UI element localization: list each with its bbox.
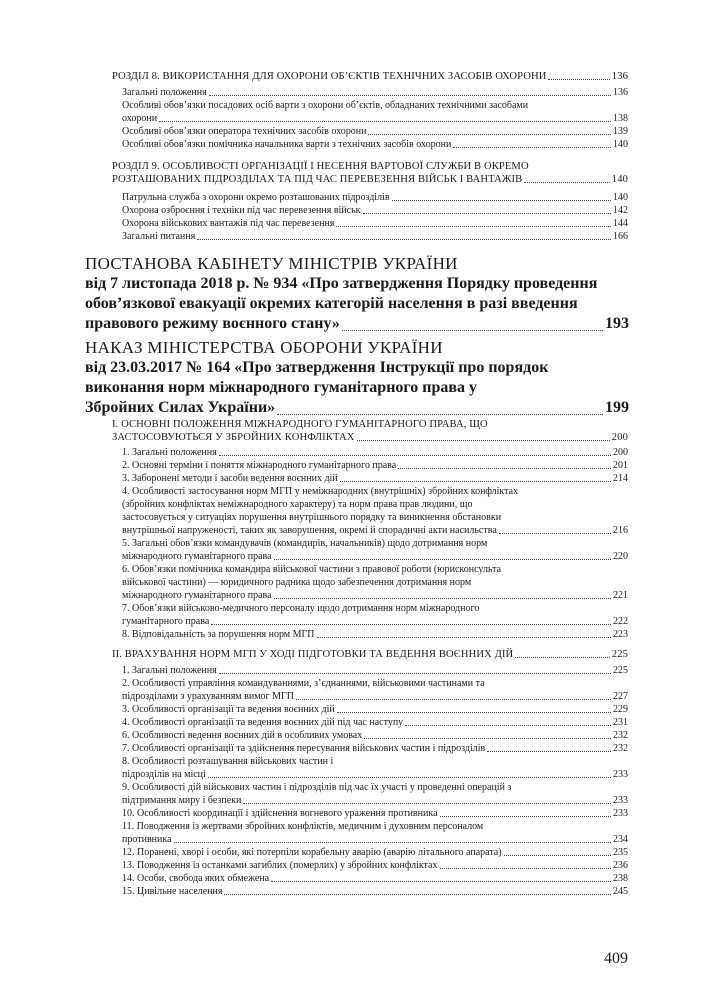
toc-entry-line bbox=[122, 86, 628, 99]
toc-entry-title: РОЗДІЛ 8. ВИКОРИСТАННЯ ДЛЯ ОХОРОНИ ОБ’ЄКТІВ ТЕХНІЧНИХ ЗАСОБІВ ОХОРОНИ bbox=[112, 71, 547, 82]
toc-entry-line bbox=[122, 872, 628, 885]
dot-leader bbox=[340, 472, 611, 482]
toc-entry-title: 1. Загальні положення bbox=[122, 447, 217, 458]
toc-entry-page: 229 bbox=[613, 704, 628, 715]
toc-entry-title: Збройних Силах України» bbox=[85, 399, 276, 416]
dot-leader bbox=[211, 615, 611, 625]
dot-leader bbox=[209, 86, 611, 96]
toc-entry-line bbox=[122, 602, 628, 615]
toc-entry-title: застосовується у ситуаціях порушення внутрішнього порядку та виникнення обстановки bbox=[122, 512, 502, 523]
toc-entry-page: 233 bbox=[613, 808, 628, 819]
toc-entry-line bbox=[85, 314, 629, 334]
toc-entry-page: 231 bbox=[613, 717, 628, 728]
toc-entry-title: від 7 листопада 2018 р. № 934 «Про затвердження Порядку проведення bbox=[85, 275, 598, 292]
toc-entry-line bbox=[122, 794, 628, 807]
toc-entry-line bbox=[122, 690, 628, 703]
toc-entry-title: НАКАЗ МІНІСТЕРСТВА ОБОРОНИ УКРАЇНИ bbox=[85, 338, 443, 357]
toc-entry-title: Патрульна служба з охорони окремо розташованих підрозділів bbox=[122, 192, 390, 203]
toc-entry-title: 15. Цивільне населення bbox=[122, 886, 223, 897]
toc-entry-page: 138 bbox=[613, 113, 628, 124]
toc-entry-title: ІІ. ВРАХУВАННЯ НОРМ МГП У ХОДІ ПІДГОТОВКИ ТА ВЕДЕННЯ ВОЄННИХ ДІЙ bbox=[112, 649, 514, 660]
dot-leader bbox=[515, 648, 610, 658]
dot-leader bbox=[219, 664, 611, 674]
toc-entry-line bbox=[122, 703, 628, 716]
toc-entry-title: 14. Особи, свобода яких обмежена bbox=[122, 873, 270, 884]
toc-entry-line bbox=[122, 742, 628, 755]
dot-leader bbox=[357, 431, 610, 441]
toc-entry-title: 4. Особливості застосування норм МГП у неміжнародних (внутрішніх) збройних конфліктах bbox=[122, 486, 519, 497]
toc-entry-page: 220 bbox=[613, 551, 628, 562]
toc-entry-page: 166 bbox=[613, 231, 628, 242]
dot-leader bbox=[368, 125, 611, 135]
toc-entry-title: ПОСТАНОВА КАБІНЕТУ МІНІСТРІВ УКРАЇНИ bbox=[85, 254, 458, 273]
toc-entry-page: 140 bbox=[613, 192, 628, 203]
toc-entry-page: 136 bbox=[611, 71, 628, 82]
toc-entry-line bbox=[122, 576, 628, 589]
dot-leader bbox=[524, 173, 609, 183]
toc-entry-title: 6. Обов’язки помічника командира військової частини з правової роботи (юрисконсульта bbox=[122, 564, 502, 575]
toc-entry-page: 214 bbox=[613, 473, 628, 484]
dot-leader bbox=[274, 589, 611, 599]
toc-entry-line bbox=[122, 755, 628, 768]
toc-entry-page: 225 bbox=[613, 665, 628, 676]
toc-entry-line bbox=[122, 204, 628, 217]
dot-leader bbox=[453, 138, 611, 148]
dot-leader bbox=[174, 833, 611, 843]
dot-leader bbox=[271, 872, 611, 882]
toc-entry-line bbox=[85, 378, 629, 398]
toc-entry-title: 2. Основні терміни і поняття міжнародного гуманітарного права bbox=[122, 460, 397, 471]
toc-entry-page: 142 bbox=[613, 205, 628, 216]
toc-entry-title: 8. Особливості розташування військових частин і bbox=[122, 756, 334, 767]
toc-entry-title: 8. Відповідальність за порушення норм МГП bbox=[122, 629, 315, 640]
toc-entry-title: 4. Особливості організації та ведення воєнних дій під час наступу bbox=[122, 717, 404, 728]
toc-entry-page: 227 bbox=[613, 691, 628, 702]
toc-entry-line bbox=[122, 628, 628, 641]
toc-entry-title: 3. Особливості організації та ведення воєнних дій bbox=[122, 704, 335, 715]
toc-entry-line bbox=[122, 511, 628, 524]
dot-leader bbox=[243, 794, 611, 804]
toc-entry-line bbox=[122, 781, 628, 794]
toc-entry-title: міжнародного гуманітарного права bbox=[122, 590, 272, 601]
toc-entry-title: І. ОСНОВНІ ПОЛОЖЕННЯ МІЖНАРОДНОГО ГУМАНІТАРНОГО ПРАВА, ЩО bbox=[112, 419, 488, 430]
dot-leader bbox=[440, 859, 612, 869]
toc-entry-line bbox=[122, 615, 628, 628]
toc-entry-line bbox=[122, 833, 628, 846]
toc-entry-page: 234 bbox=[613, 834, 628, 845]
toc-entry-page: 222 bbox=[613, 616, 628, 627]
toc-entry-line bbox=[122, 820, 628, 833]
toc-entry-line bbox=[112, 70, 628, 83]
toc-entry-line bbox=[122, 524, 628, 537]
toc-entry-title: РОЗДІЛ 9. ОСОБЛИВОСТІ ОРГАНІЗАЦІЇ І НЕСЕННЯ ВАРТОВОЇ СЛУЖБИ В ОКРЕМО bbox=[112, 161, 529, 172]
toc-entry-title: гуманітарного права bbox=[122, 616, 210, 627]
toc-entry-page: 225 bbox=[611, 649, 628, 660]
toc-entry-line bbox=[122, 230, 628, 243]
toc-entry-title: Особливі обов’язки оператора технічних засобів охорони bbox=[122, 126, 367, 137]
toc-entry-line bbox=[85, 254, 629, 274]
toc-entry-page: 144 bbox=[613, 218, 628, 229]
dot-leader bbox=[405, 716, 611, 726]
toc-entry-title: 5. Загальні обов’язки командувачів (командирів, начальників) щодо дотримання норм bbox=[122, 538, 488, 549]
dot-leader bbox=[487, 742, 611, 752]
toc-entry-title: Охорона військових вантажів під час перевезення bbox=[122, 218, 335, 229]
toc-entry-line bbox=[122, 99, 628, 112]
toc-entry-line bbox=[112, 173, 628, 186]
toc-entry-title: 9. Особливості дій військових частин і підрозділів під час їх участі у проведенні операцій з bbox=[122, 782, 512, 793]
toc-entry-line bbox=[122, 846, 628, 859]
toc-entry-page: 199 bbox=[605, 399, 629, 416]
toc-entry-title: Загальні положення bbox=[122, 87, 207, 98]
toc-entry-page: 201 bbox=[613, 460, 628, 471]
toc-entry-title: РОЗТАШОВАНИХ ПІДРОЗДІЛАХ ТА ПІД ЧАС ПЕРЕВЕЗЕННЯ ВІЙСЬК І ВАНТАЖІВ bbox=[112, 174, 523, 185]
dot-leader bbox=[504, 846, 611, 856]
dot-leader bbox=[224, 885, 611, 895]
toc-entry-line bbox=[122, 537, 628, 550]
toc-entry-title: підрозділами з урахуванням вимог МГП bbox=[122, 691, 295, 702]
toc-entry-title: противника bbox=[122, 834, 172, 845]
toc-entry-line bbox=[122, 191, 628, 204]
toc-entry-line bbox=[122, 138, 628, 151]
toc-entry-title: внутрішньої напруженості, таких як заворушення, окремі й спорадичні акти насильства bbox=[122, 525, 497, 536]
toc-entry-title: міжнародного гуманітарного права bbox=[122, 551, 272, 562]
toc-entry-line bbox=[85, 274, 629, 294]
toc-entry-page: 216 bbox=[613, 525, 628, 536]
toc-entry-line bbox=[122, 485, 628, 498]
toc-entry-title: 11. Поводження із жертвами збройних конфліктів, медичним і духовним персоналом bbox=[122, 821, 484, 832]
dot-leader bbox=[208, 768, 611, 778]
toc-entry-title: Загальні питання bbox=[122, 231, 196, 242]
toc-entry-page: 236 bbox=[613, 860, 628, 871]
toc-entry-line bbox=[122, 217, 628, 230]
toc-entry-page: 140 bbox=[613, 139, 628, 150]
toc-entry-title: 7. Обов’язки військово-медичного персоналу щодо дотримання норм міжнародного bbox=[122, 603, 480, 614]
toc-entry-title: 3. Заборонені методи і засоби ведення воєнних дій bbox=[122, 473, 338, 484]
toc-entry-page: 200 bbox=[613, 447, 628, 458]
toc-entry-title: обов’язкової евакуації окремих категорій населення в разі введення bbox=[85, 295, 578, 312]
toc-entry-title: підтримання миру і безпеки bbox=[122, 795, 242, 806]
toc-entry-line bbox=[112, 648, 628, 661]
toc-entry-line bbox=[122, 563, 628, 576]
toc-entry-line bbox=[122, 472, 628, 485]
toc-entry-line bbox=[122, 885, 628, 898]
toc-entry-page: 245 bbox=[613, 886, 628, 897]
toc-entry-title: ЗАСТОСОВУЮТЬСЯ У ЗБРОЙНИХ КОНФЛІКТАХ bbox=[112, 432, 355, 443]
page-number: 409 bbox=[604, 950, 628, 967]
toc-entry-title: Особливі обов’язки помічника начальника варти з технічних засобів охорони bbox=[122, 139, 452, 150]
toc-entry-title: охорони bbox=[122, 113, 158, 124]
toc-entry-title: 13. Поводження із останками загиблих (померлих) у збройних конфліктах bbox=[122, 860, 438, 871]
dot-leader bbox=[440, 807, 611, 817]
dot-leader bbox=[392, 191, 611, 201]
toc-entry-title: 7. Особливості організації та здійснення пересування військових частин і підрозділів bbox=[122, 743, 486, 754]
toc-entry-line bbox=[85, 338, 629, 358]
toc-entry-line bbox=[85, 358, 629, 378]
toc-entry-page: 221 bbox=[613, 590, 628, 601]
toc-entry-page: 233 bbox=[613, 769, 628, 780]
toc-entry-title: 6. Особливості ведення воєнних дій в особливих умовах bbox=[122, 730, 363, 741]
toc-entry-page: 235 bbox=[613, 847, 628, 858]
dot-leader bbox=[274, 550, 611, 560]
dot-leader bbox=[337, 703, 611, 713]
toc-entry-page: 200 bbox=[611, 432, 628, 443]
toc-entry-title: підрозділів на місці bbox=[122, 769, 206, 780]
toc-entry-line bbox=[122, 729, 628, 742]
dot-leader bbox=[364, 729, 611, 739]
toc-entry-line bbox=[122, 550, 628, 563]
toc-entry-title: 1. Загальні положення bbox=[122, 665, 217, 676]
toc-entry-title: Охорона озброєння і техніки під час перевезення військ bbox=[122, 205, 361, 216]
dot-leader bbox=[363, 204, 611, 214]
toc-entry-line bbox=[122, 859, 628, 872]
dot-leader bbox=[342, 314, 603, 331]
toc-entry-line bbox=[122, 807, 628, 820]
toc-entry-page: 136 bbox=[613, 87, 628, 98]
toc-entry-title: (збройних конфліктах неміжнародного характеру) та норм права прав людини, що bbox=[122, 499, 473, 510]
dot-leader bbox=[197, 230, 611, 240]
toc-entry-line bbox=[85, 294, 629, 314]
toc-entry-page: 140 bbox=[611, 174, 628, 185]
toc-entry-line bbox=[122, 498, 628, 511]
toc-entry-line bbox=[112, 418, 628, 431]
toc-entry-title: 12. Поранені, хворі і особи, які потерпіли корабельну аварію (аварію літального апарата) bbox=[122, 847, 502, 858]
dot-leader bbox=[398, 459, 611, 469]
toc-entry-page: 193 bbox=[605, 315, 629, 332]
toc-entry-title: виконання норм міжнародного гуманітарного права у bbox=[85, 379, 478, 396]
dot-leader bbox=[499, 524, 611, 534]
dot-leader bbox=[296, 690, 611, 700]
dot-leader bbox=[277, 398, 603, 415]
toc-entry-line bbox=[112, 160, 628, 173]
toc-entry-page: 233 bbox=[613, 795, 628, 806]
toc-entry-page: 232 bbox=[613, 743, 628, 754]
toc-entry-line bbox=[122, 459, 628, 472]
toc-entry-page: 223 bbox=[613, 629, 628, 640]
dot-leader bbox=[219, 446, 611, 456]
dot-leader bbox=[317, 628, 611, 638]
toc-entry-line bbox=[122, 768, 628, 781]
toc-entry-line bbox=[122, 589, 628, 602]
toc-entry-title: військової частини) — юридичного радника щодо забезпечення дотримання норм bbox=[122, 577, 472, 588]
toc-entry-line bbox=[85, 398, 629, 418]
dot-leader bbox=[548, 70, 609, 80]
toc-entry-title: 10. Особливості координації і здійснення вогневого ураження противника bbox=[122, 808, 438, 819]
toc-entry-line bbox=[122, 677, 628, 690]
toc-entry-line bbox=[122, 112, 628, 125]
toc-entry-page: 139 bbox=[613, 126, 628, 137]
dot-leader bbox=[159, 112, 611, 122]
toc-entry-title: Особливі обов’язки посадових осіб варти з охорони об’єктів, обладнаних технічними засобами bbox=[122, 100, 529, 111]
dot-leader bbox=[336, 217, 611, 227]
toc-entry-line bbox=[122, 716, 628, 729]
toc-entry-title: 2. Особливості управління командуваннями, з’єднаннями, військовими частинами та bbox=[122, 678, 485, 689]
toc-entry-page: 238 bbox=[613, 873, 628, 884]
toc-entry-line bbox=[112, 431, 628, 444]
toc-entry-line bbox=[122, 664, 628, 677]
toc-entry-title: правового режиму воєнного стану» bbox=[85, 315, 340, 332]
toc-entry-line bbox=[122, 446, 628, 459]
toc-entry-page: 232 bbox=[613, 730, 628, 741]
toc-entry-line bbox=[122, 125, 628, 138]
toc-entry-title: від 23.03.2017 № 164 «Про затвердження Інструкції про порядок bbox=[85, 359, 549, 376]
